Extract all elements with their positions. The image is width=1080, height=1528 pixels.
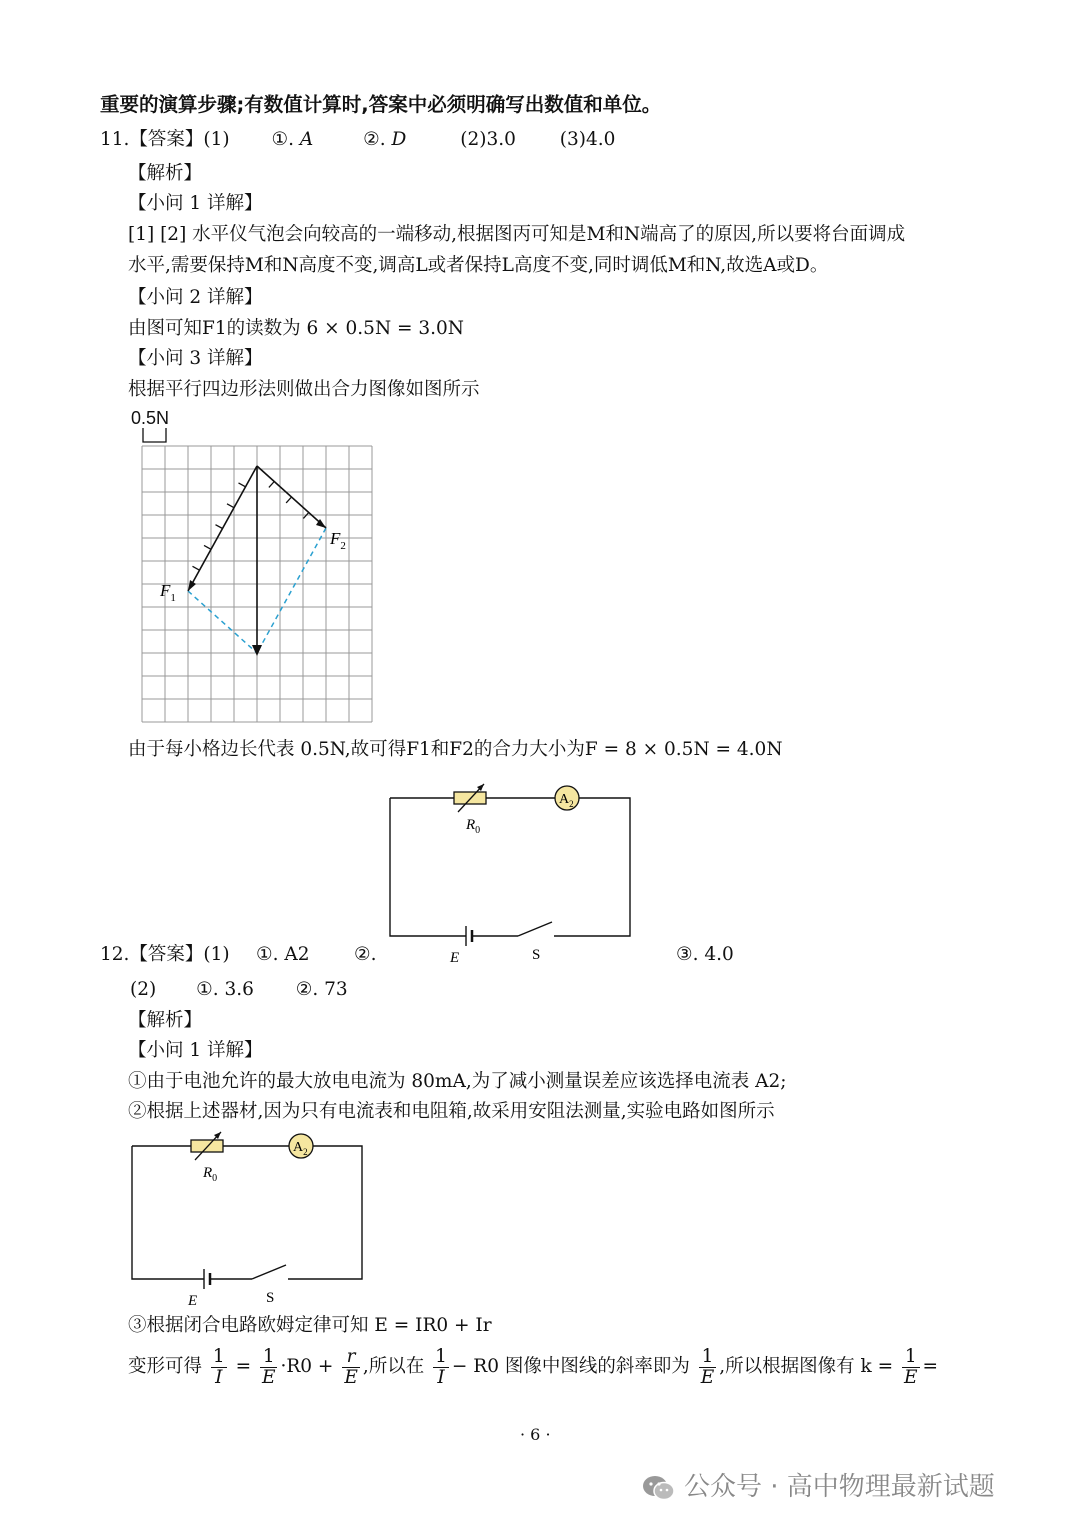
- q11-sub3-head: 【小问 3 详解】: [128, 348, 263, 369]
- dashed-line-f2: [257, 528, 326, 653]
- formula-text-f: =: [922, 1356, 939, 1377]
- svg-text:A2: $A_2$: [559, 792, 574, 809]
- svg-text:R0: $R_0$: [466, 817, 481, 836]
- q11-a1-var: A: [299, 129, 314, 150]
- q11-a4: (3)4.0: [559, 129, 616, 150]
- fraction-r-over-E: $\frac{r}{E}$: [344, 1345, 358, 1388]
- q11-jiexi: 【解析】: [128, 163, 203, 184]
- q12-jiexi: 【解析】: [128, 1010, 203, 1031]
- f2-label: $F_2$: [330, 529, 346, 552]
- svg-text:E: E: [188, 1293, 198, 1309]
- q11-answer-label: 11.【答案】(1): [100, 129, 230, 150]
- q12-a3: ③. 4.0: [676, 944, 734, 965]
- circuit-diagram-answer: [388, 784, 638, 964]
- switch-icon: [252, 1265, 286, 1279]
- q11-sub2-head: 【小问 2 详解】: [128, 287, 263, 308]
- fraction-1-over-I: $\frac{1}{I}$: [212, 1345, 225, 1388]
- fraction-1-over-E-c: $\frac{1}{E}$: [904, 1345, 918, 1388]
- formula-text-e: ,所以根据图像有 k =: [719, 1356, 894, 1377]
- q11-sub1-line2: 水平,需要保持M和N高度不变,调高L或者保持L高度不变,同时调低M和N,故选A或D。: [128, 255, 829, 276]
- fraction-1-over-E: $\frac{1}{E}$: [261, 1345, 276, 1388]
- formula-text-a: 变形可得: [128, 1356, 203, 1377]
- watermark-text: 公众号 · 高中物理最新试题: [684, 1472, 995, 1502]
- svg-text:S: S: [532, 947, 541, 963]
- q12-line-1: ①由于电池允许的最大放电电流为 80mA,为了减小测量误差应该选择电流表 A2;: [128, 1071, 787, 1092]
- fraction-1-over-I-b: $\frac{1}{I}$: [435, 1345, 447, 1388]
- q12-sub1-head: 【小问 1 详解】: [128, 1040, 263, 1061]
- formula-text-d: − R0 图像中图线的斜率即为: [451, 1356, 690, 1377]
- q12-part2-a: ①. 3.6: [196, 979, 254, 1000]
- fraction-1-over-E-b: $\frac{1}{E}$: [700, 1345, 715, 1388]
- f1-label: $F_1$: [160, 581, 176, 604]
- scale-label: 0.5N: [131, 408, 170, 428]
- intro-line: 重要的演算步骤;有数值计算时,答案中必须明确写出数值和单位。: [100, 93, 662, 116]
- q12-a2: ②.: [354, 944, 377, 965]
- q12-a1: ①. A2: [256, 944, 310, 965]
- circuit-diagram-explanation: [130, 1133, 370, 1313]
- q11-result-line: 由于每小格边长代表 0.5N,故可得F1和F2的合力大小为F = 8 × 0.5N = 4.0N: [128, 739, 783, 760]
- switch-icon: [518, 922, 552, 936]
- svg-text:R0: $R_0$: [203, 1165, 218, 1184]
- svg-text:A2: $A_2$: [293, 1140, 308, 1157]
- q11-answer-line: [100, 128, 615, 152]
- watermark: [642, 1466, 995, 1503]
- wechat-icon: [642, 1474, 676, 1502]
- q11-sub1-head: 【小问 1 详解】: [128, 193, 263, 214]
- q12-formula-line: 变形可得 $\frac{1}{I}$ = $\frac{1}{E}$ ·R0 + $\frac{r}{E}$ ,所以在 $\frac{1}{I}$ − R0 图像中图线的斜率即为 $\frac{1}{E}$ ,所以根据图像有 k = $\frac{1}{E}$ =: [128, 1345, 939, 1388]
- svg-text:S: S: [266, 1290, 275, 1306]
- q12-line2: [130, 978, 348, 1002]
- formula-text-c: ,所以在: [362, 1356, 425, 1377]
- q11-sub3-line1: 根据平行四边形法则做出合力图像如图所示: [128, 379, 480, 400]
- dashed-line-f1: [188, 591, 257, 653]
- formula-text-b: ·R0 +: [280, 1356, 334, 1377]
- rheostat-icon: [454, 792, 486, 804]
- q12-part2-b: ②. 73: [295, 979, 348, 1000]
- q12-line-2: ②根据上述器材,因为只有电流表和电阻箱,故采用安阻法测量,实验电路如图所示: [128, 1101, 775, 1122]
- q12-line-3: ③根据闭合电路欧姆定律可知 E = IR0 + Ir: [128, 1315, 492, 1336]
- q12-answer-label: 12.【答案】(1): [100, 944, 230, 965]
- q11-a2: ②.: [363, 129, 392, 150]
- q11-a2-var: D: [391, 129, 407, 150]
- page-number: · 6 ·: [520, 1425, 551, 1444]
- q12-part2-label: (2): [130, 979, 157, 1000]
- rheostat-icon: [191, 1140, 223, 1152]
- svg-text:E: E: [450, 950, 460, 966]
- force-diagram: [130, 420, 390, 740]
- q11-sub1-line1: [1] [2] 水平仪气泡会向较高的一端移动,根据图丙可知是M和N端高了的原因,所以要将台面调成: [128, 224, 906, 245]
- q11-a3: (2)3.0: [460, 129, 516, 150]
- q11-sub2-line1: 由图可知F1的读数为 6 × 0.5N = 3.0N: [128, 318, 464, 339]
- q11-a1: ①.: [271, 129, 300, 150]
